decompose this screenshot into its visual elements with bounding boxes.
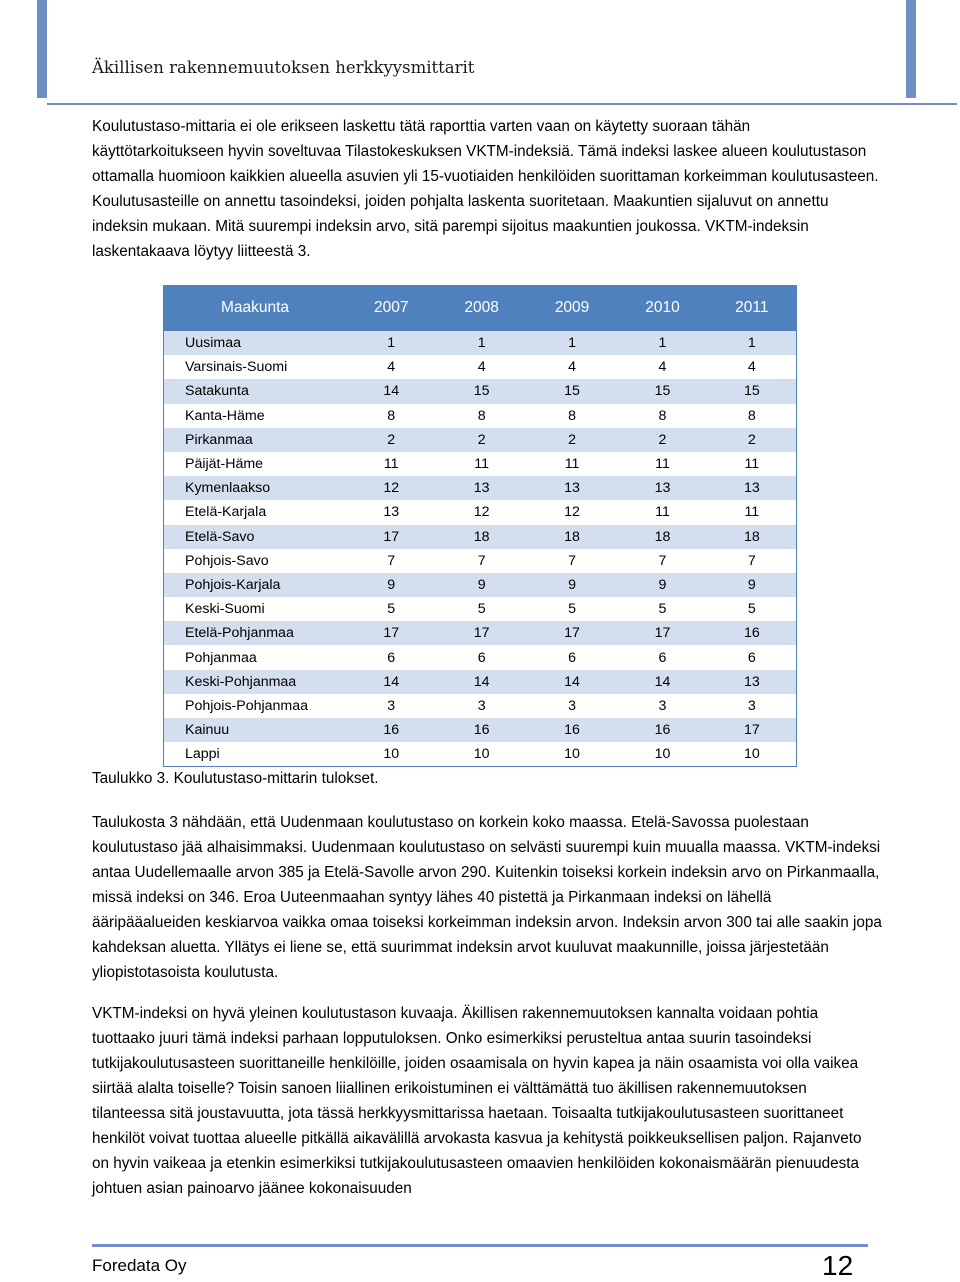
rank-cell: 5 <box>527 597 617 621</box>
rank-cell: 8 <box>346 404 436 428</box>
rank-cell: 4 <box>617 355 707 379</box>
rank-cell: 11 <box>708 500 797 524</box>
region-name-cell: Pirkanmaa <box>164 428 347 452</box>
table-row <box>164 452 797 476</box>
rank-cell: 7 <box>527 549 617 573</box>
rank-cell: 14 <box>346 379 436 403</box>
rank-cell: 18 <box>436 525 526 549</box>
results-paragraph: Taulukosta 3 nähdään, että Uudenmaan koulutustaso on korkein koko maassa. Etelä-Savossa puolestaan koulutustaso jää alhaisimmaksi. Uudenmaan koulutustaso on selvästi suurempi kuin muualla maassa. VKTM-indeksi antaa Uudellemaalle arvon 385 ja Etelä-Savolle arvon 290. Kuitenkin toiseksi korkein indeksin arvo on Pirkanmaalla, missä indeksi on 346. Eroa Uuteenmaahan syntyy lähes 40 pistettä ja Pirkanmaan indeksi on lähellä ääripääalueiden keskiarvoa vaikka omaa toiseksi korkeimman indeksin arvon. Indeksin arvon 300 tai alle saakin jopa kahdeksan aluetta. Yllätys ei liene se, että suurimmat indeksin arvot kuuluvat maakunnille, joissa järjestetään yliopistotasoista koulutusta. <box>92 814 882 981</box>
table-row <box>164 525 797 549</box>
rank-cell: 16 <box>527 718 617 742</box>
table-row <box>164 428 797 452</box>
rank-cell: 4 <box>346 355 436 379</box>
region-name-cell: Pohjois-Karjala <box>164 573 347 597</box>
rank-cell: 6 <box>708 645 797 669</box>
rank-cell: 9 <box>527 573 617 597</box>
rank-cell: 13 <box>708 670 797 694</box>
rank-cell: 3 <box>436 694 526 718</box>
rank-cell: 2 <box>617 428 707 452</box>
rank-cell: 12 <box>527 500 617 524</box>
rank-cell: 12 <box>436 500 526 524</box>
rank-cell: 5 <box>436 597 526 621</box>
rank-cell: 10 <box>346 742 436 767</box>
region-name-cell: Etelä-Savo <box>164 525 347 549</box>
rank-cell: 6 <box>527 645 617 669</box>
rank-cell: 2 <box>527 428 617 452</box>
rank-cell: 8 <box>436 404 526 428</box>
rank-cell: 13 <box>436 476 526 500</box>
table-row <box>164 476 797 500</box>
header-cell-2009: 2009 <box>527 286 617 331</box>
discussion-paragraph: VKTM-indeksi on hyvä yleinen koulutustason kuvaaja. Äkillisen rakennemuutoksen kannalta voidaan pohtia tuottaako juuri tämä indeksi parhaan lopputuloksen. Onko esimerkiksi perusteltua antaa suurin tasoindeksi tutkijakoulutusasteen suorittaneille henkilöille, joiden osaamisala on hyvin kapea ja näin osaamista voi olla vaikea siirtää alalta toiselle? Toisin sanoen liiallinen erikoistuminen ei välttämättä tuo äkillisen rakennemuutoksen tilanteessa sitä joustavuutta, jota tässä herkkyysmittarissa haetaan. Toisaalta tutkijakoulutusasteen suorittaneet henkilöt voivat tuottaa alueelle pitkällä aikavälillä arvokasta kasvua ja kehitystä poikkeuksellisen paljon. Rajanveto on hyvin vaikeaa ja etenkin esimerkiksi tutkijakoulutusasteen omaavien henkilöiden kokonaismäärän pienuudesta johtuen asian painoarvo jäänee kokonaisuuden <box>92 1005 862 1197</box>
header-accent-bar-left <box>37 0 47 98</box>
table-body <box>164 331 797 767</box>
rank-cell: 15 <box>436 379 526 403</box>
footer-rule <box>92 1244 868 1247</box>
rank-cell: 7 <box>436 549 526 573</box>
rank-cell: 16 <box>346 718 436 742</box>
rank-cell: 16 <box>617 718 707 742</box>
rank-cell: 13 <box>617 476 707 500</box>
region-name-cell: Uusimaa <box>164 331 347 356</box>
table-row <box>164 331 797 356</box>
region-name-cell: Pohjois-Pohjanmaa <box>164 694 347 718</box>
rank-cell: 7 <box>708 549 797 573</box>
table-row <box>164 670 797 694</box>
header-cell-2011: 2011 <box>708 286 797 331</box>
rank-cell: 16 <box>708 621 797 645</box>
rank-cell: 2 <box>436 428 526 452</box>
rank-cell: 13 <box>527 476 617 500</box>
region-name-cell: Päijät-Häme <box>164 452 347 476</box>
table-row <box>164 621 797 645</box>
table-row <box>164 379 797 403</box>
rank-cell: 14 <box>527 670 617 694</box>
results-table <box>163 285 797 767</box>
rank-cell: 17 <box>617 621 707 645</box>
region-name-cell: Kanta-Häme <box>164 404 347 428</box>
rank-cell: 5 <box>617 597 707 621</box>
rank-cell: 15 <box>708 379 797 403</box>
rank-cell: 17 <box>708 718 797 742</box>
rank-cell: 14 <box>617 670 707 694</box>
rank-cell: 13 <box>346 500 436 524</box>
rank-cell: 11 <box>527 452 617 476</box>
region-name-cell: Kymenlaakso <box>164 476 347 500</box>
rank-cell: 11 <box>708 452 797 476</box>
rank-cell: 6 <box>436 645 526 669</box>
rank-cell: 10 <box>436 742 526 767</box>
rank-cell: 8 <box>527 404 617 428</box>
rank-cell: 5 <box>708 597 797 621</box>
region-name-cell: Pohjois-Savo <box>164 549 347 573</box>
rank-cell: 4 <box>436 355 526 379</box>
header-rule <box>47 103 957 105</box>
rank-cell: 16 <box>436 718 526 742</box>
table-caption: Taulukko 3. Koulutustaso-mittarin tulokset. <box>92 770 379 787</box>
table-row <box>164 573 797 597</box>
rank-cell: 8 <box>708 404 797 428</box>
rank-cell: 4 <box>708 355 797 379</box>
table-row <box>164 404 797 428</box>
rank-cell: 15 <box>527 379 617 403</box>
rank-cell: 12 <box>346 476 436 500</box>
rank-cell: 1 <box>527 331 617 356</box>
header-cell-2010: 2010 <box>617 286 707 331</box>
rank-cell: 3 <box>527 694 617 718</box>
rank-cell: 1 <box>708 331 797 356</box>
rank-cell: 3 <box>617 694 707 718</box>
rank-cell: 6 <box>346 645 436 669</box>
header-cell-2008: 2008 <box>436 286 526 331</box>
region-name-cell: Etelä-Karjala <box>164 500 347 524</box>
rank-cell: 17 <box>346 525 436 549</box>
table-row <box>164 694 797 718</box>
rank-cell: 11 <box>617 500 707 524</box>
footer-company: Foredata Oy <box>92 1256 187 1275</box>
rank-cell: 7 <box>617 549 707 573</box>
table-header-row <box>164 286 797 331</box>
header-cell-region: Maakunta <box>164 286 347 331</box>
header-cell-2007: 2007 <box>346 286 436 331</box>
page-number: 12 <box>822 1250 854 1281</box>
region-name-cell: Kainuu <box>164 718 347 742</box>
table-row <box>164 355 797 379</box>
rank-cell: 6 <box>617 645 707 669</box>
rank-cell: 10 <box>617 742 707 767</box>
region-name-cell: Varsinais-Suomi <box>164 355 347 379</box>
rank-cell: 2 <box>346 428 436 452</box>
rank-cell: 9 <box>346 573 436 597</box>
rank-cell: 1 <box>617 331 707 356</box>
rank-cell: 17 <box>346 621 436 645</box>
table-row <box>164 718 797 742</box>
rank-cell: 11 <box>617 452 707 476</box>
rank-cell: 17 <box>527 621 617 645</box>
running-header-title: Äkillisen rakennemuutoksen herkkyysmittarit <box>92 58 475 77</box>
rank-cell: 4 <box>527 355 617 379</box>
rank-cell: 11 <box>346 452 436 476</box>
rank-cell: 9 <box>617 573 707 597</box>
region-name-cell: Keski-Suomi <box>164 597 347 621</box>
rank-cell: 10 <box>708 742 797 767</box>
rank-cell: 18 <box>617 525 707 549</box>
rank-cell: 1 <box>436 331 526 356</box>
rank-cell: 7 <box>346 549 436 573</box>
rank-cell: 9 <box>436 573 526 597</box>
rank-cell: 17 <box>436 621 526 645</box>
table-row <box>164 500 797 524</box>
table-row <box>164 645 797 669</box>
header-accent-bar-right <box>906 0 916 98</box>
rank-cell: 9 <box>708 573 797 597</box>
rank-cell: 1 <box>346 331 436 356</box>
rank-cell: 18 <box>527 525 617 549</box>
region-name-cell: Etelä-Pohjanmaa <box>164 621 347 645</box>
table-row <box>164 549 797 573</box>
rank-cell: 3 <box>346 694 436 718</box>
region-name-cell: Pohjanmaa <box>164 645 347 669</box>
rank-cell: 3 <box>708 694 797 718</box>
rank-cell: 10 <box>527 742 617 767</box>
rank-cell: 8 <box>617 404 707 428</box>
rank-cell: 5 <box>346 597 436 621</box>
rank-cell: 14 <box>436 670 526 694</box>
region-name-cell: Satakunta <box>164 379 347 403</box>
rank-cell: 15 <box>617 379 707 403</box>
rank-cell: 2 <box>708 428 797 452</box>
rank-cell: 14 <box>346 670 436 694</box>
rank-cell: 11 <box>436 452 526 476</box>
table-row <box>164 742 797 767</box>
rank-cell: 18 <box>708 525 797 549</box>
region-name-cell: Keski-Pohjanmaa <box>164 670 347 694</box>
table-row <box>164 597 797 621</box>
region-name-cell: Lappi <box>164 742 347 767</box>
intro-paragraph: Koulutustaso-mittaria ei ole erikseen laskettu tätä raporttia varten vaan on käytetty suoraan tähän käyttötarkoitukseen hyvin soveltuvaa Tilastokeskuksen VKTM-indeksiä. Tämä indeksi laskee alueen koulutustason ottamalla huomioon kaikkien alueella asuvien yli 15-vuotiaiden henkilöiden suorittaman korkeimman koulutusasteen. Koulutusasteille on annettu tasoindeksi, joiden pohjalta laskenta suoritetaan. Maakuntien sijaluvut on annettu indeksin mukaan. Mitä suurempi indeksin arvo, sitä parempi sijoitus maakuntien joukossa. VKTM-indeksin laskentakaava löytyy liitteestä 3. <box>92 118 879 260</box>
rank-cell: 13 <box>708 476 797 500</box>
